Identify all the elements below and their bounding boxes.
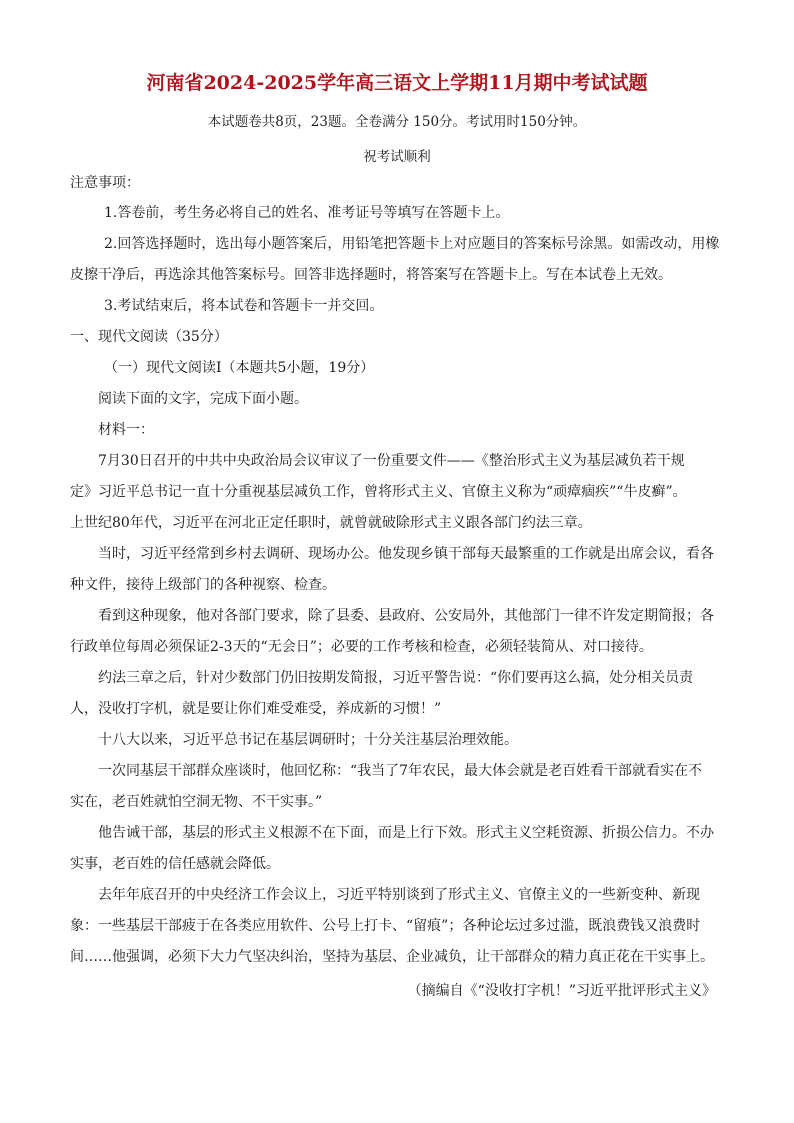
note-item-2-line-2: 皮擦干净后，再选涂其他答案标号。回答非选择题时，将答案写在答题卡上。写在本试卷上无效。: [70, 267, 672, 283]
notes-heading: 注意事项：: [70, 175, 140, 191]
passage-line: 实事，老百姓的信任感就会降低。: [70, 856, 280, 872]
passage-line: 上世纪80年代，习近平在河北正定任职时，就曾就破除形式主义跟各部门约法三章。: [70, 515, 592, 531]
passage-line: 种文件，接待上级部门的各种视察、检查。: [70, 577, 336, 593]
passage-line: 间……他强调，必须下大力气坚决纠治，坚持为基层、企业减负，让干部群众的精力真正花在干实事上。: [70, 949, 714, 965]
note-item-2-line-1: 2.回答选择题时，选出每小题答案后，用铅笔把答题卡上对应题目的答案标号涂黑。如需改动，用橡: [104, 236, 720, 252]
section-subheading: （一）现代文阅读Ⅰ（本题共5小题，19分）: [104, 360, 375, 376]
passage-line: 象：一些基层干部疲于在各类应用软件、公号上打卡、“留痕”；各种论坛过多过滥，既浪费钱又浪费时: [70, 918, 701, 934]
exam-info: 本试题卷共8页，23题。全卷满分 150分。考试用时150分钟。: [207, 114, 587, 130]
passage-line: 看到这种现象，他对各部门要求，除了县委、县政府、公安局外，其他部门一律不许发定期简报；各: [98, 608, 714, 624]
good-luck-text: 祝考试顺利: [363, 149, 431, 165]
passage-line: 实在，老百姓就怕空洞无物、不干实事。”: [70, 794, 323, 810]
exam-title: 河南省2024-2025学年高三语文上学期11月期中考试试题: [146, 72, 648, 94]
passage-line: 去年年底召开的中央经济工作会议上，习近平特别谈到了形式主义、官僚主义的一些新变种、新现: [98, 887, 700, 903]
passage-line: 当时，习近平经常到乡村去调研、现场办公。他发现乡镇干部每天最繁重的工作就是出席会议，看各: [98, 546, 714, 562]
passage-line: 一次同基层干部群众座谈时，他回忆称：“我当了7年农民，最大体会就是老百姓看干部就看实在不: [98, 763, 703, 779]
passage-line: 他告诫干部，基层的形式主义根源不在下面，而是上行下效。形式主义空耗资源、折损公信力。不办: [98, 825, 714, 841]
material-label: 材料一：: [98, 422, 154, 438]
passage-line: 定》习近平总书记一直十分重视基层减负工作，曾将形式主义、官僚主义称为“顽瘴痼疾”“牛皮癣”。: [70, 484, 687, 500]
passage-line: 约法三章之后，针对少数部门仍旧按期发简报，习近平警告说：“你们要再这么搞，处分相关员责: [98, 670, 694, 686]
section-heading: 一、现代文阅读（35分）: [70, 329, 228, 345]
note-item-1: 1.答卷前，考生务必将自己的姓名、准考证号等填写在答题卡上。: [104, 205, 510, 221]
source-citation: （摘编自《“没收打字机！”习近平批评形式主义》: [407, 983, 716, 999]
note-item-3: 3.考试结束后，将本试卷和答题卡一并交回。: [104, 298, 384, 314]
passage-line: 7月30日召开的中共中央政治局会议审议了一份重要文件——《整治形式主义为基层减负若干规: [98, 453, 685, 469]
reading-instruction: 阅读下面的文字，完成下面小题。: [98, 391, 308, 407]
passage-line: 人，没收打字机，就是要让你们难受难受，养成新的习惯！”: [70, 701, 442, 717]
passage-line: 行政单位每周必须保证2-3天的“无会日”；必要的工作考核和检查，必须轻装简从、对口接待。: [70, 639, 653, 655]
passage-line: 十八大以来，习近平总书记在基层调研时；十分关注基层治理效能。: [98, 732, 518, 748]
